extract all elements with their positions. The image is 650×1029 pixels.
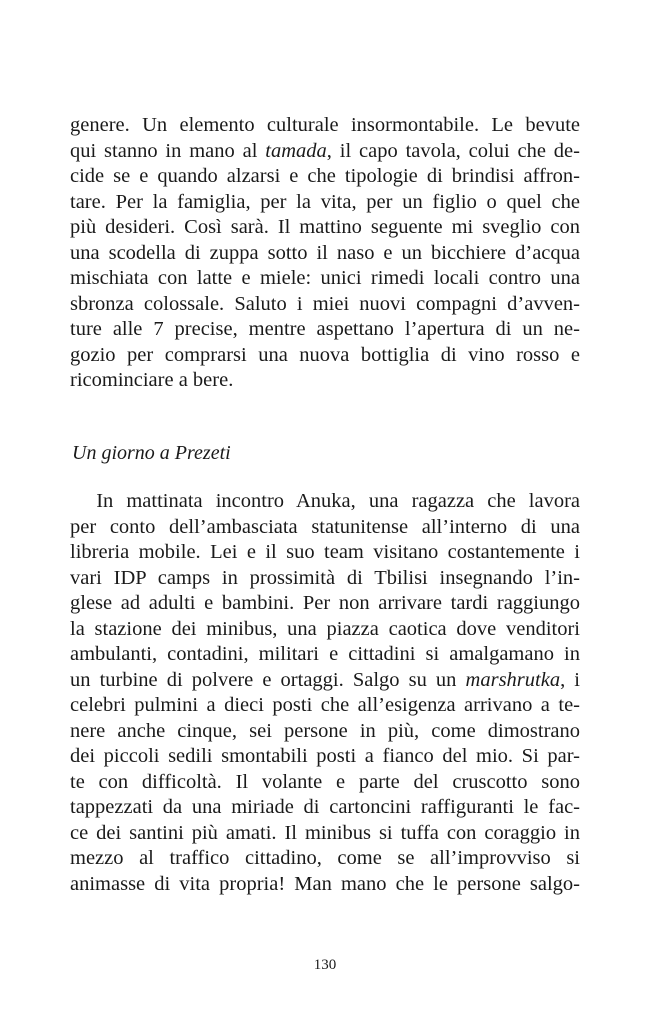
text-line <box>70 642 580 668</box>
text-line <box>70 744 580 770</box>
text-line <box>70 872 580 898</box>
text-segment: cide se e quando alzarsi e che tipologie di brindisi affron- <box>70 165 580 187</box>
text-line <box>70 317 580 343</box>
text-line <box>70 215 580 241</box>
text-segment: mischiata con latte e miele: unici rimedi locali contro una <box>70 267 580 289</box>
text-segment: tare. Per la famiglia, per la vita, per un figlio o quel che <box>70 190 580 213</box>
text-line <box>70 770 580 796</box>
italic-term: marshrutka <box>465 668 561 691</box>
text-segment: ture alle 7 precise, mentre aspettano l’apertura di un ne- <box>70 318 580 340</box>
text-segment: ricominciare a bere. <box>70 369 234 391</box>
text-segment: nere anche cinque, sei persone in più, come dimostrano <box>70 719 580 742</box>
text-segment: per conto dell’ambasciata statunitense all’interno di una <box>70 515 580 538</box>
italic-term: tamada <box>265 139 327 162</box>
text-line <box>70 190 580 216</box>
text-line <box>70 795 580 821</box>
text-line <box>70 668 580 694</box>
text-line <box>70 846 580 872</box>
text-line <box>70 515 580 541</box>
text-segment: dei piccoli sedili smontabili posti a fianco del mio. Si par- <box>70 745 580 767</box>
paragraph-2 <box>70 489 580 897</box>
text-segment: ambulanti, contadini, militari e cittadini si amalgamano in <box>70 643 580 665</box>
text-segment: genere. Un elemento culturale insormontabile. Le bevute <box>70 114 580 136</box>
text-line <box>70 821 580 847</box>
text-segment: libreria mobile. Lei e il suo team visitano costantemente i <box>70 541 580 563</box>
text-segment: mezzo al traffico cittadino, come se all’improvviso si <box>70 847 580 869</box>
text-line <box>70 719 580 745</box>
text-line <box>70 693 580 719</box>
text-line <box>70 489 580 515</box>
text-line <box>70 591 580 617</box>
text-segment: sbronza colossale. Saluto i miei nuovi compagni d’avven- <box>70 292 580 315</box>
text-segment: la stazione dei minibus, una piazza caotica dove venditori <box>70 617 580 640</box>
text-line <box>70 266 580 292</box>
text-segment: una scodella di zuppa sotto il naso e un bicchiere d’acqua <box>70 241 580 264</box>
text-line <box>70 113 580 139</box>
text-line <box>70 241 580 267</box>
text-segment: tappezzati da una miriade di cartoncini raffiguranti le fac- <box>70 796 580 818</box>
page-number: 130 <box>313 957 337 973</box>
text-segment: , il capo tavola, colui che de- <box>326 139 580 162</box>
text-segment: celebri pulmini a dieci posti che all’esigenza arrivano a te- <box>70 694 580 716</box>
text-segment: gozio per comprarsi una nuova bottiglia di vino rosso e <box>70 343 580 366</box>
text-segment: un turbine di polvere e ortaggi. Salgo su un <box>70 668 466 691</box>
paragraph-1 <box>70 113 580 394</box>
text-line <box>70 139 580 165</box>
text-segment: animasse di vita propria! Man mano che le persone salgo- <box>70 872 580 895</box>
text-segment: te con difficoltà. Il volante e parte del cruscotto sono <box>70 770 580 793</box>
text-line <box>70 343 580 369</box>
text-line <box>70 540 580 566</box>
text-segment: In mattinata incontro Anuka, una ragazza che lavora <box>70 490 580 512</box>
text-line <box>70 164 580 190</box>
text-segment: glese ad adulti e bambini. Per non arrivare tardi raggiungo <box>70 592 580 614</box>
text-line <box>70 368 580 394</box>
text-line <box>70 566 580 592</box>
text-segment: qui stanno in mano al <box>70 139 266 162</box>
section-heading: Un giorno a Prezeti <box>72 442 231 464</box>
text-line <box>70 617 580 643</box>
text-line <box>70 292 580 318</box>
text-segment: ce dei santini più amati. Il minibus si tuffa con coraggio in <box>70 821 580 844</box>
text-segment: , i <box>560 668 580 691</box>
text-segment: più desideri. Così sarà. Il mattino seguente mi sveglio con <box>70 216 580 238</box>
text-segment: vari IDP camps in prossimità di Tbilisi insegnando l’in- <box>70 566 580 589</box>
